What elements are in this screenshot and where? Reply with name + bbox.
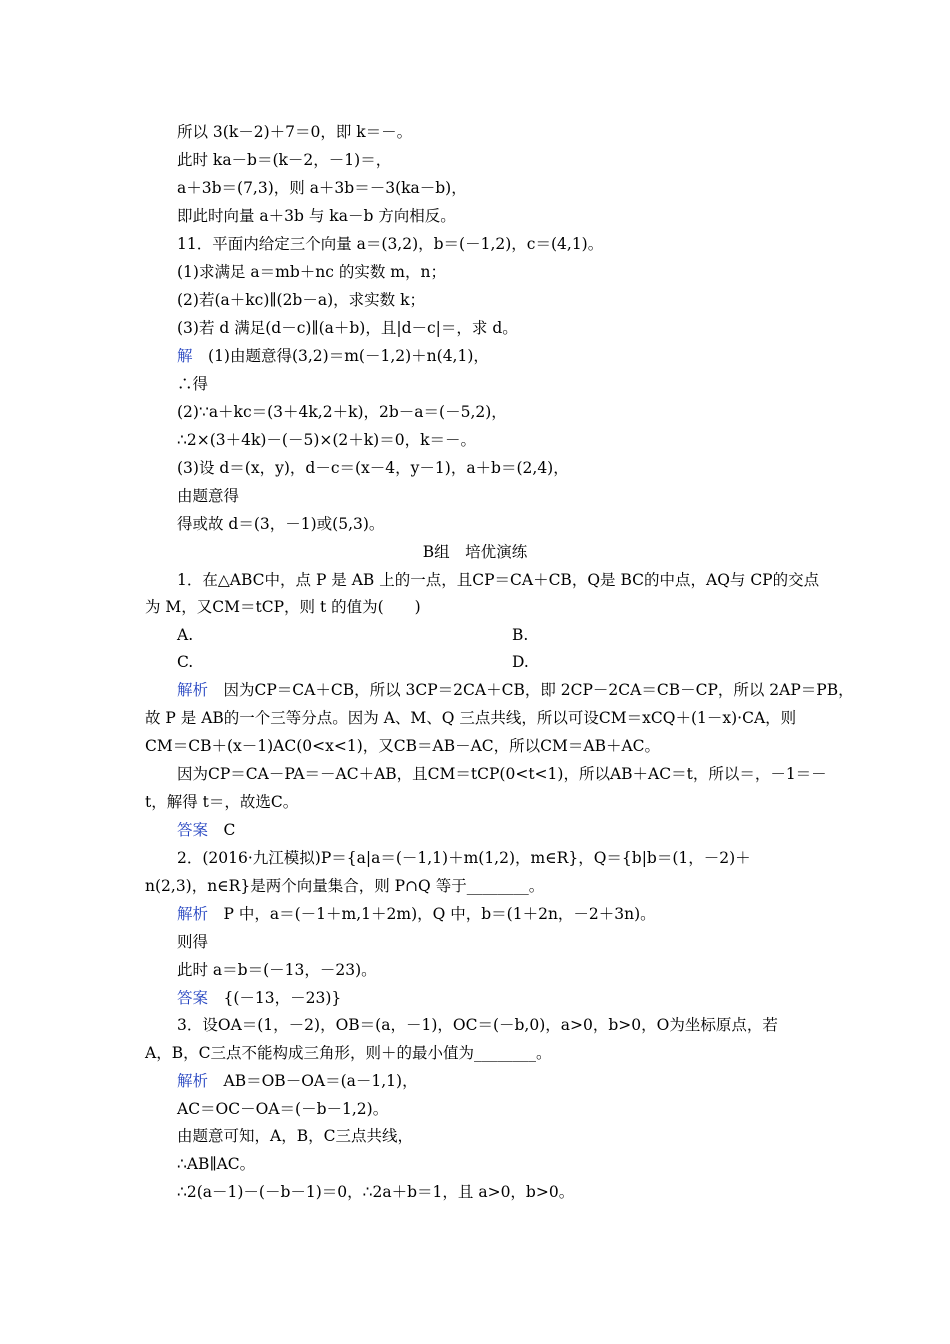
q3-analysis-line: AC＝OC－OA＝(－b－1,2)。 [177,1100,389,1118]
text-line: 得或故 d＝(3，－1)或(5,3)。 [177,515,385,533]
text-line: 由题意得 [177,487,240,505]
text-line: (2)∵a＋kc＝(3＋4k,2＋k)，2b－a＝(－5,2)， [177,403,507,421]
analysis-label: 解析 [177,905,209,923]
text-line: ∴得 [177,375,209,393]
q2-stem-cont: n(2,3)，n∈R}是两个向量集合，则 P∩Q 等于________。 [145,877,545,895]
q2-analysis [177,904,656,924]
text-line: 此时 ka－b＝(k－2，－1)＝， [177,151,392,169]
text-line: (2)若(a＋kc)∥(2b－a)，求实数 k； [177,291,425,309]
text-line: a＋3b＝(7,3)，则 a＋3b＝－3(ka－b)， [177,179,467,197]
q1-option-a: A. [177,626,194,644]
analysis-text: 因为CP＝CA＋CB，所以 3CP＝2CA＋CB，即 2CP－2CA＝CB－CP，所以 2AP＝PB， [208,681,854,699]
analysis-label: 解析 [177,1072,209,1090]
q2-answer [177,988,341,1008]
text-line: 所以 3(k－2)＋7＝0，即 k＝－。 [177,123,413,141]
analysis-label: 解析 [177,681,209,699]
answer-label: 答案 [177,821,209,839]
q3-analysis-line: ∴AB∥AC。 [177,1155,256,1173]
q2-analysis-line: 则得 [177,933,209,951]
section-title: B组 培优演练 [422,543,528,561]
analysis-text: AB＝OB－OA＝(a－1,1)， [208,1072,418,1090]
q1-analysis-line: 故 P 是 AB的一个三等分点。因为 A、M、Q 三点共线，所以可设CM＝xCQ＋(1－x)·CA，则 [145,709,797,727]
q1-analysis-line: t，解得 t＝，故选C。 [145,793,299,811]
text-line: ∴2×(3＋4k)－(－5)×(2＋k)＝0，k＝－。 [177,431,476,449]
q3-stem: 3．设OA＝(1，－2)，OB＝(a，－1)，OC＝(－b,0)，a>0，b>0，O为坐标原点，若 [177,1016,778,1034]
solution-label: 解 [177,347,193,365]
q3-analysis [177,1071,418,1091]
text-line: (1)求满足 a＝mb＋nc 的实数 m，n； [177,263,446,281]
q1-option-c: C. [177,653,194,671]
solution-line [177,346,489,366]
q1-analysis-line: CM＝CB＋(x－1)AC(0<x<1)，又CB＝AB－AC，所以CM＝AB＋AC。 [145,737,661,755]
answer-label: 答案 [177,989,209,1007]
q1-stem: 1．在△ABC中，点 P 是 AB 上的一点，且CP＝CA＋CB，Q是 BC的中点，AQ与 CP的交点 [177,571,820,589]
q1-analysis [177,680,854,700]
q2-stem: 2．(2016·九江模拟)P＝{a|a＝(－1,1)＋m(1,2)，m∈R}，Q＝{b|b＝(1，－2)＋ [177,849,751,867]
question-11: 11．平面内给定三个向量 a＝(3,2)，b＝(－1,2)，c＝(4,1)。 [177,235,604,253]
q1-option-b: B. [512,626,529,644]
text-line: (3)若 d 满足(d－c)∥(a＋b)，且|d－c|＝，求 d。 [177,319,518,337]
q1-option-d: D. [512,653,529,671]
q3-analysis-line: ∴2(a－1)－(－b－1)＝0，∴2a＋b＝1，且 a>0，b>0。 [177,1183,575,1201]
answer-text: C [208,821,236,839]
text-line: 即此时向量 a＋3b 与 ka－b 方向相反。 [177,207,456,225]
solution-text: (1)由题意得(3,2)＝m(－1,2)＋n(4,1)， [192,347,489,365]
q3-analysis-line: 由题意可知，A，B，C三点共线， [177,1127,413,1145]
text-line: (3)设 d＝(x，y)，d－c＝(x－4，y－1)，a＋b＝(2,4)， [177,459,569,477]
q1-analysis-line: 因为CP＝CA－PA＝－AC＋AB，且CM＝tCP(0<t<1)，所以AB＋AC＝t，所以＝，－1＝－ [177,765,827,783]
q1-stem-cont: 为 M，又CM＝tCP，则 t 的值为( ) [145,598,421,616]
q1-answer [177,820,235,840]
q3-stem-cont: A，B，C三点不能构成三角形，则＋的最小值为________。 [145,1044,552,1062]
analysis-text: P 中，a＝(－1＋m,1＋2m)，Q 中，b＝(1＋2n，－2＋3n)。 [208,905,656,923]
q2-analysis-line: 此时 a＝b＝(－13，－23)。 [177,961,377,979]
answer-text: {(－13，－23)} [208,989,342,1007]
